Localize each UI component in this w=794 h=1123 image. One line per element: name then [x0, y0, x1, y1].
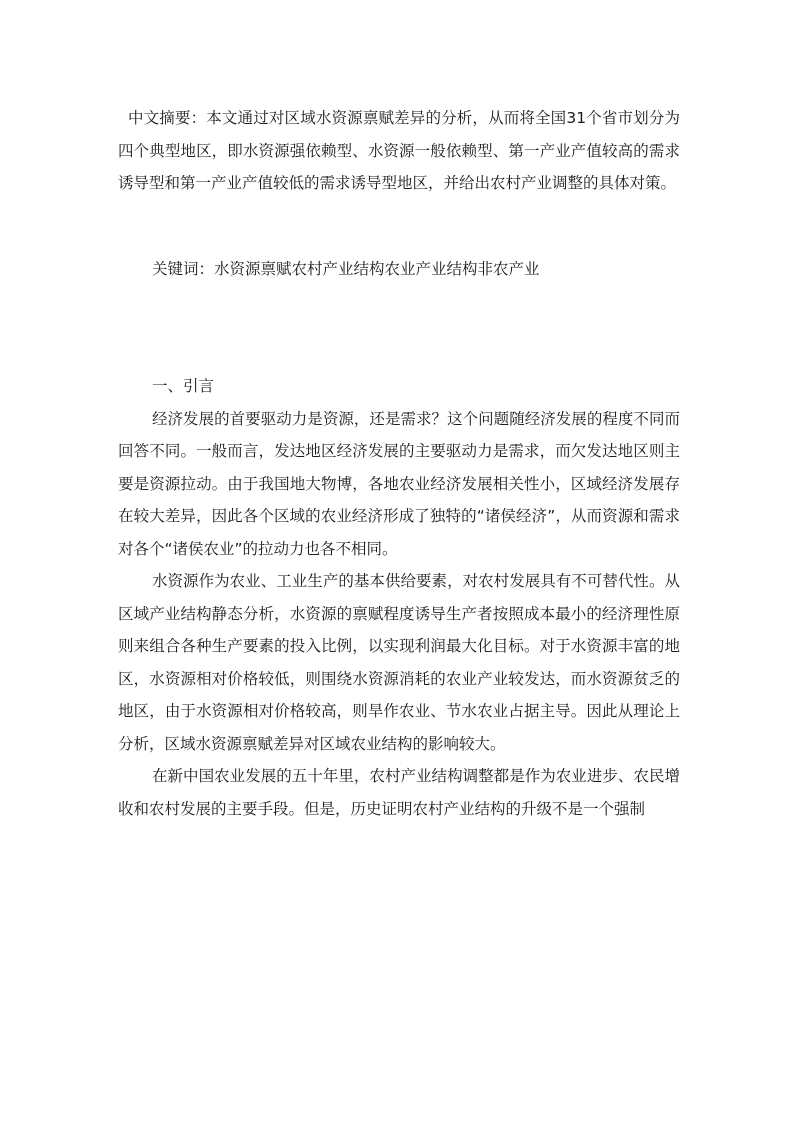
document-body — [118, 102, 680, 825]
body-paragraph: 经济发展的首要驱动力是资源，还是需求？这个问题随经济发展的程度不同而回答不同。一般而言，发达地区经济发展的主要驱动力是需求，而欠发达地区则主要是资源拉动。由于我国地大物博，各地农业经济发展相关性小，区域经济发展存在较大差异，因此各个区域的农业经济形成了独特的“诸侯经济”，从而资源和需求对各个“诸侯农业”的拉动力也各不相同。 — [118, 409, 680, 558]
body-paragraph: 水资源作为农业、工业生产的基本供给要素，对农村发展具有不可替代性。从区域产业结构静态分析，水资源的禀赋程度诱导生产者按照成本最小的经济理性原则来组合各种生产要素的投入比例，以实现利润最大化目标。对于水资源丰富的地区，水资源相对价格较低，则围绕水资源消耗的农业产业较发达，而水资源贫乏的地区，由于水资源相对价格较高，则旱作农业、节水农业占据主导。因此从理论上分析，区域水资源禀赋差异对区域农业结构的影响较大。 — [118, 572, 680, 753]
keywords-line: 关键词：水资源禀赋农村产业结构农业产业结构非农产业 — [152, 259, 540, 278]
section-heading: 一、引言 — [152, 377, 215, 395]
abstract-paragraph: 中文摘要：本文通过对区域水资源禀赋差异的分析，从而将全国31个省市划分为四个典型地区，即水资源强依赖型、水资源一般依赖型、第一产业产值较高的需求诱导型和第一产业产值较低的需求诱导型地区，并给出农村产业调整的具体对策。 — [118, 109, 680, 192]
body-paragraph: 在新中国农业发展的五十年里，农村产业结构调整都是作为农业进步、农民增收和农村发展的主要手段。但是，历史证明农村产业结构的升级不是一个强制 — [118, 767, 680, 818]
